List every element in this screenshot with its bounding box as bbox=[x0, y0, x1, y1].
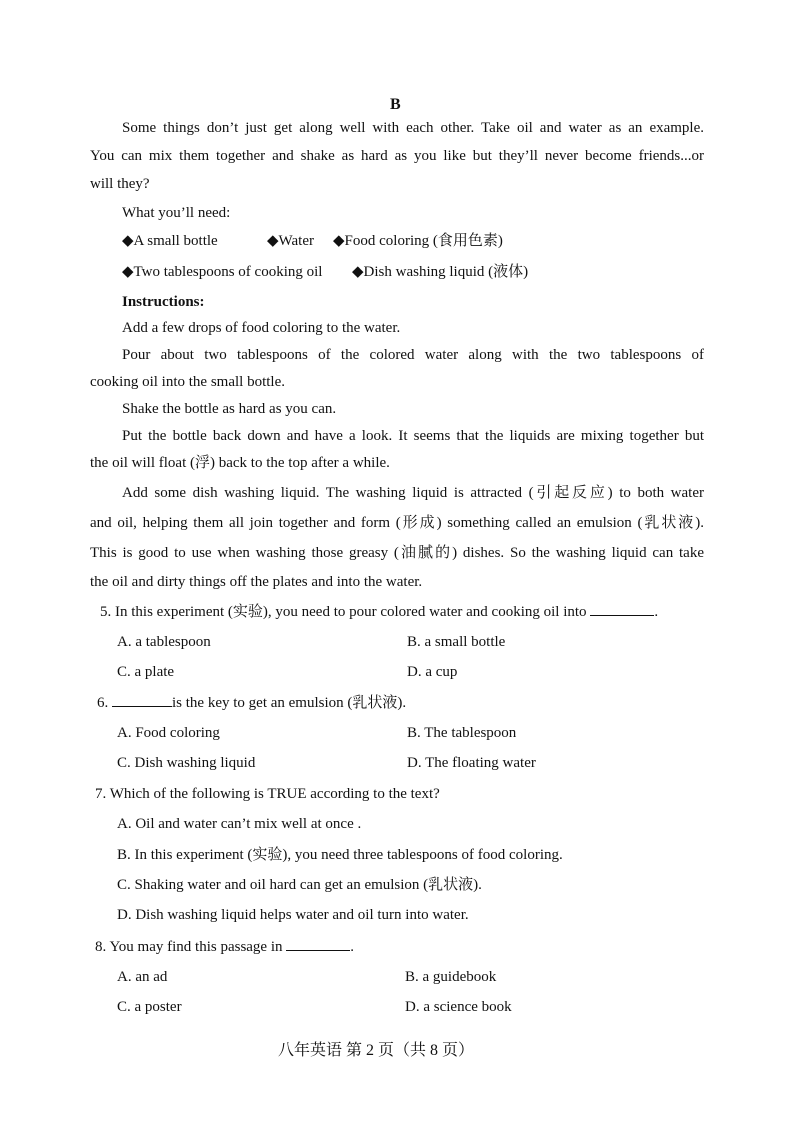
question-7-stem bbox=[95, 784, 440, 804]
instruction-step: cooking oil into the small bottle. bbox=[90, 374, 285, 390]
option-c: C. Dish washing liquid bbox=[117, 755, 256, 771]
material-item: ◆Two tablespoons of cooking oil bbox=[122, 264, 323, 280]
question-text: . bbox=[350, 939, 355, 955]
section-title: B bbox=[390, 96, 401, 113]
option-a: A. Food coloring bbox=[117, 725, 220, 741]
question-text: . bbox=[654, 604, 659, 620]
passage-line: Some things don’t just get along well with each other. Take oil and water as an example. bbox=[122, 120, 704, 136]
question-text: In this experiment (实验), you need to pour colored water and cooking oil into bbox=[115, 604, 587, 620]
materials-heading: What you’ll need: bbox=[122, 205, 231, 221]
question-number: 8. bbox=[95, 939, 107, 955]
material-item: ◆Dish washing liquid (液体) bbox=[352, 264, 529, 280]
question-number: 5. bbox=[100, 604, 112, 620]
option-b: B. a small bottle bbox=[407, 634, 506, 650]
answer-blank bbox=[590, 601, 654, 616]
material-item: ◆A small bottle bbox=[122, 233, 218, 249]
instruction-step: the oil will float (浮) back to the top after a while. bbox=[90, 455, 390, 471]
answer-blank bbox=[286, 936, 350, 951]
instruction-step: the oil and dirty things off the plates and into the water. bbox=[90, 574, 423, 590]
instruction-step: Pour about two tablespoons of the colored water along with the two tablespoons of bbox=[122, 347, 704, 363]
question-text: is the key to get an emulsion (乳状液). bbox=[172, 695, 407, 711]
option-a: A. an ad bbox=[117, 969, 168, 985]
option-d: D. a science book bbox=[405, 999, 512, 1015]
instruction-step: Put the bottle back down and have a look. It seems that the liquids are mixing together but bbox=[122, 428, 704, 444]
answer-blank bbox=[112, 692, 172, 707]
question-8-stem bbox=[95, 936, 354, 957]
instruction-step: This is good to use when washing those greasy (油腻的) dishes. So the washing liquid can take bbox=[90, 545, 704, 561]
option-b: B. The tablespoon bbox=[407, 725, 517, 741]
question-number: 6. bbox=[97, 695, 109, 711]
instruction-step: Add a few drops of food coloring to the water. bbox=[122, 320, 401, 336]
option-b: B. In this experiment (实验), you need three tablespoons of food coloring. bbox=[117, 847, 563, 863]
instruction-step: Shake the bottle as hard as you can. bbox=[122, 401, 337, 417]
option-c: C. Shaking water and oil hard can get an emulsion (乳状液). bbox=[117, 877, 482, 893]
question-text: You may find this passage in bbox=[109, 939, 283, 955]
instruction-step: Add some dish washing liquid. The washing liquid is attracted (引起反应) to both water bbox=[122, 485, 704, 501]
question-number: 7. bbox=[95, 786, 107, 802]
option-d: D. Dish washing liquid helps water and oil turn into water. bbox=[117, 907, 469, 923]
question-6-stem bbox=[97, 692, 406, 713]
instructions-heading: Instructions: bbox=[122, 294, 205, 310]
instruction-step: and oil, helping them all join together and form (形成) something called an emulsion (乳状液). bbox=[90, 515, 704, 531]
option-d: D. a cup bbox=[407, 664, 458, 680]
question-text: Which of the following is TRUE according to the text? bbox=[109, 786, 440, 802]
option-b: B. a guidebook bbox=[405, 969, 497, 985]
option-d: D. The floating water bbox=[407, 755, 536, 771]
material-item: ◆Food coloring (食用色素) bbox=[333, 233, 503, 249]
material-item: ◆Water bbox=[267, 233, 314, 249]
option-c: C. a poster bbox=[117, 999, 182, 1015]
option-c: C. a plate bbox=[117, 664, 175, 680]
passage-line: You can mix them together and shake as hard as you like but they’ll never become friends...or bbox=[90, 148, 704, 164]
passage-line: will they? bbox=[90, 176, 150, 192]
page-footer: 八年英语 第 2 页（共 8 页） bbox=[278, 1042, 475, 1059]
option-a: A. a tablespoon bbox=[117, 634, 211, 650]
option-a: A. Oil and water can’t mix well at once . bbox=[117, 816, 362, 832]
question-5-stem bbox=[100, 601, 658, 622]
